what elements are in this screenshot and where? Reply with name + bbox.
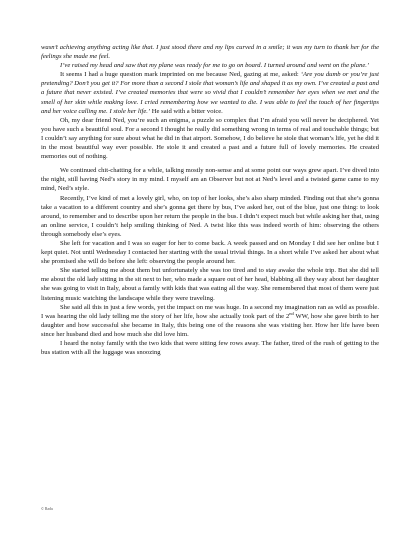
paragraph-7: She left for vacation and I was so eager for her to come back. A week passed and on Monday I did see her online but I kept quiet. Not until Wednesday I contacted her starting with the usual trivial things. In a short while I’ve asked her about what she promised she will do before she left: observing the people around her. [41,239,379,266]
paragraph-5: We continued chit-chatting for a while, talking mostly non-sense and at some point our ways grew apart. I’ve dived into the night, still having Ned’s story in my mind. I myself am an Observer but not at Ned’s level and a twisted game came to my mind, Ned’s style. [41,167,379,193]
paragraph-9 [41,303,379,339]
paragraph-9-part-1: She said all this in just a few words, yet the impact on me was huge. In a second my imagination ran as wild as possible. I was hearing the old lady telling me the story of her life, how she actually took part of the 2 [41,303,379,320]
page-footer: © Radu [41,507,53,511]
paragraph-3 [41,70,379,115]
body-text [41,43,379,357]
paragraph-9-ordinal: nd [289,310,294,316]
paragraph-10: I heard the noisy family with the two kids that were sitting few rows away. The father, tired of the rush of getting to the bus station with all the luggage was snoozing [41,340,379,357]
paragraph-6: Recently, I’ve kind of met a lovely girl, who, on top of her looks, she’s also sharp minded. Finding out that she’s gonna take a vacation to a different country and she’s gonna get there by bus, I’ve asked her, out of the blue, just one thing: to look around, to remember and to describe upon her return the people in the bus. I didn’t expect much but while asking her that, using an online service, I couldn’t help smiling thinking of Ned. A twist like this was indeed worth of him: observing the others through somebody else’s eyes. [41,194,379,238]
paragraph-2: I’ve raised my head and saw that my plane was ready for me to go on board. I turned around and went on the plane.’ [60,62,370,70]
paragraph-3-narration: It seems I had a huge question mark imprinted on me because Ned, gazing at me, asked: [60,71,301,79]
paragraph-3-tail: He said with a bitter voice. [150,107,223,115]
paragraph-8: She started telling me about them but unfortunately she was too tired and to stay awake the whole trip. But she did tell me about the old lady sitting in the sit next to her, who made a square out of her head, blabbing all they way about her daughter she was going to visit in Italy, about a family with kids that was eating all the way. She remembered that most of them were just listening music watching the landscape while they were traveling. [41,267,379,302]
paragraph-9-part-2: WW, how she gave birth to her daughter and how successful she became in Italy, this being one of the reasons she was visiting her. How her life have been since her husband died and how much she did love him. [41,312,379,338]
paragraph-3-quote: ‘Are you dumb or you’re just pretending? Don’t you get it? For more than a second I stole that woman’s life and shaped it as my own. I’ve created a past and a future that never existed. I’ve created memories that were so vivid that I couldn’t remember her eyes when we met and the smell of her skin while making love. I cried remembering how we wanted to die. I was able to feel the touch of her fingertips and her voice calling me. I stole her life.’ [41,71,379,115]
paragraph-4: Oh, my dear friend Ned, you’re such an enigma, a puzzle so complex that I’m afraid you will never be deciphered. Yet you have such a beautiful soul. For a second I thought he really did something wrong in terms of real and touchable things; but I couldn’t say anything for sure about what he did in that airport. Somehow, I do believe he stole that woman’s life, yet he did it in the most beautiful way ever possible. He stole it and created a past and a future full of lovely memories. He created memories out of nothing. [41,116,379,161]
paragraph-1: wasn’t achieving anything acting like that. I just stood there and my lips curved in a smile; it was my turn to thank her for the feelings she made me feel. [41,44,379,61]
